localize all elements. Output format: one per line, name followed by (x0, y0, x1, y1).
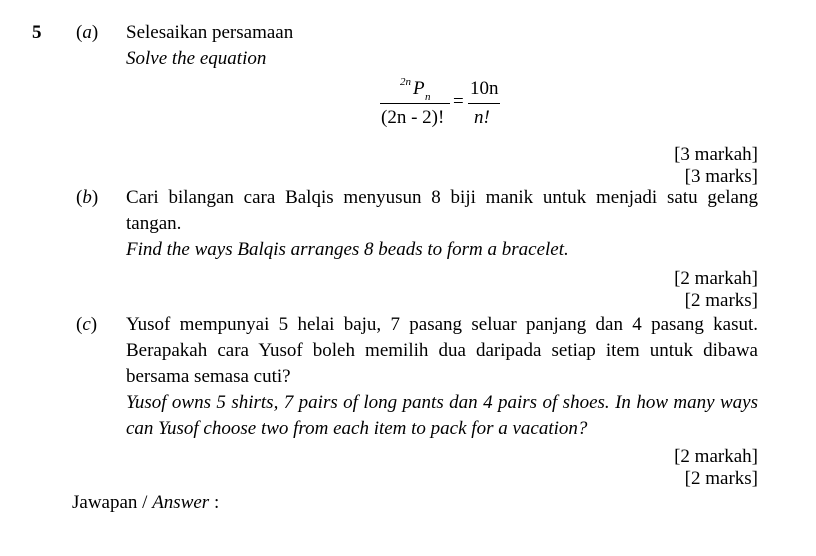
question-number: 5 (32, 22, 42, 43)
eq-lhs-denominator: (2n - 2)! (381, 107, 445, 128)
part-b-malay: Cari bilangan cara Balqis menyusun 8 biji manik untuk menjadi satu gelang tangan. (126, 187, 758, 234)
part-c-marks-malay: [2 markah] (674, 446, 758, 467)
part-b-label: (b) (76, 187, 99, 208)
equation (380, 74, 510, 134)
part-c-label: (c) (76, 314, 98, 335)
part-b-letter: b (82, 187, 92, 208)
part-a-label: (a) (76, 22, 99, 43)
part-a-english: Solve the equation (126, 48, 267, 69)
part-c-english: Yusof owns 5 shirts, 7 pairs of long pants dan 4 pairs of shoes. In how many ways can Yusof choose two from each item to pack for a vacation? (126, 392, 758, 439)
eq-lhs-main: P (413, 78, 425, 99)
part-b-english: Find the ways Balqis arranges 8 beads to form a bracelet. (126, 239, 569, 260)
part-c-malay: Yusof mempunyai 5 helai baju, 7 pasang seluar panjang dan 4 pasang kasut. Berapakah cara Yusof boleh memilih dua daripada setiap item untuk dibawa bersama semasa cuti? (126, 314, 758, 387)
eq-lhs-fraction-bar (380, 103, 450, 104)
eq-lhs-sub: n (425, 91, 431, 103)
part-a-malay: Selesaikan persamaan (126, 22, 294, 43)
answer-malay: Jawapan / (72, 492, 153, 513)
part-a-marks-english: [3 marks] (684, 166, 758, 187)
eq-equals: = (453, 91, 464, 112)
eq-rhs-numerator: 10n (470, 78, 499, 99)
eq-rhs-fraction-bar (468, 103, 500, 104)
part-a-letter: a (82, 22, 92, 43)
part-c-marks-english: [2 marks] (684, 468, 758, 489)
answer-label (72, 490, 219, 516)
eq-rhs-denominator: n! (474, 107, 490, 128)
part-b-marks-english: [2 marks] (684, 290, 758, 311)
answer-colon: : (209, 492, 220, 513)
answer-english: Answer (152, 492, 210, 513)
part-b-marks-malay: [2 markah] (674, 268, 758, 289)
part-c-letter: c (82, 314, 91, 335)
part-a-marks-malay: [3 markah] (674, 144, 758, 165)
eq-lhs-sup: 2n (400, 76, 411, 88)
